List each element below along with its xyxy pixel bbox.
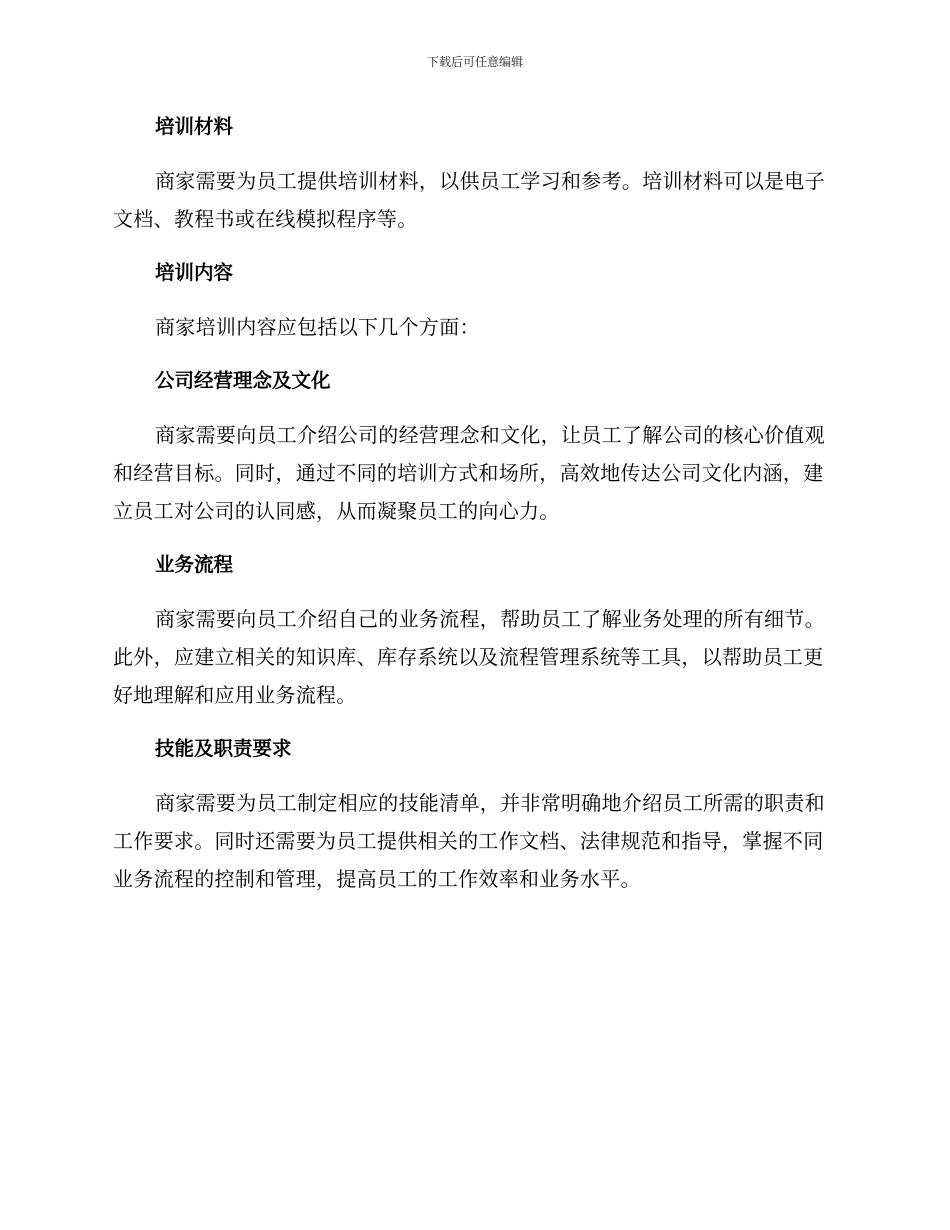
section-paragraph: 商家需要为员工提供培训材料，以供员工学习和参考。培训材料可以是电子文档、教程书或在线模拟程序等。 [113, 169, 825, 231]
section-paragraph: 商家需要为员工制定相应的技能清单，并非常明确地介绍员工所需的职责和工作要求。同时还需要为员工提供相关的工作文档、法律规范和指导，掌握不同业务流程的控制和管理，提高员工的工作效率和业务水平。 [113, 791, 825, 891]
section-heading: 公司经营理念及文化 [155, 369, 331, 392]
header-note: 下载后可任意编辑 [426, 55, 523, 69]
section-heading: 技能及职责要求 [155, 737, 292, 760]
section-training-materials [113, 108, 833, 254]
section-heading: 培训内容 [155, 261, 234, 284]
section-skills-duties [113, 730, 833, 898]
section-paragraph: 商家需要向员工介绍自己的业务流程，帮助员工了解业务处理的所有细节。此外，应建立相关的知识库、库存系统以及流程管理系统等工具，以帮助员工更好地理解和应用业务流程。 [113, 607, 825, 707]
section-paragraph: 商家培训内容应包括以下几个方面： [155, 315, 480, 339]
section-paragraph: 商家需要向员工介绍公司的经营理念和文化，让员工了解公司的核心价值观和经营目标。同时，通过不同的培训方式和场所，高效地传达公司文化内涵，建立员工对公司的认同感，从而凝聚员工的向心力。 [113, 423, 825, 523]
section-company-culture [113, 362, 833, 546]
section-business-process [113, 546, 833, 730]
section-heading: 培训材料 [155, 115, 234, 138]
document-body [113, 108, 833, 898]
section-heading: 业务流程 [155, 553, 234, 576]
section-training-content [113, 254, 833, 362]
